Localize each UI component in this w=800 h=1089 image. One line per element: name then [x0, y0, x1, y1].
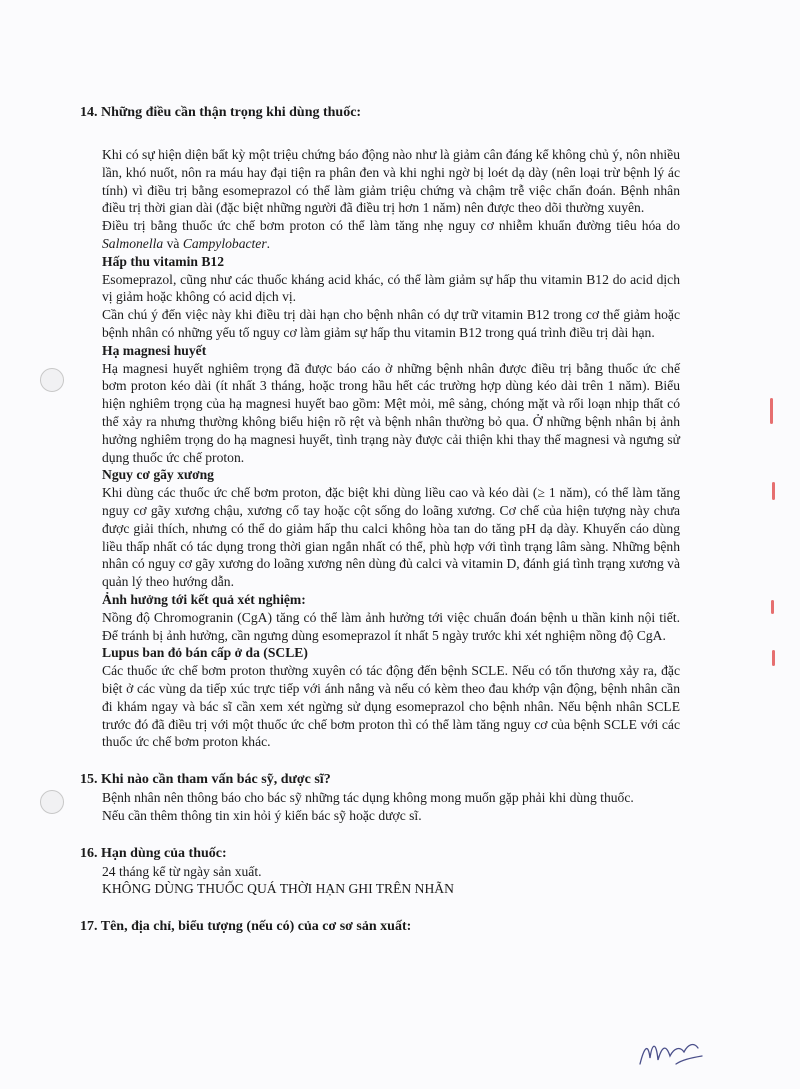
b12-paragraph-1: Esomeprazol, cũng như các thuốc kháng acid khác, có thể làm giảm sự hấp thu vitamin B12 do acid dịch vị giảm hoặc không có acid dịch vị. [102, 271, 680, 305]
fracture-paragraph: Khi dùng các thuốc ức chế bơm proton, đặc biệt khi dùng liều cao và kéo dài (≥ 1 năm), có thể làm tăng nguy cơ gãy xương chậu, xương cổ tay hoặc cột sống do loãng xương. Cơ chế của hiện tượng này chưa được giải thích, nhưng có thể do giảm hấp thu calci không hòa tan do tăng pH dạ dày. Khuyến cáo dùng liều thấp nhất có tác dụng trong thời gian ngắn nhất có thể, phù hợp với tình trạng lâm sàng. Những bệnh nhân có nguy cơ gãy xương do loãng xương nên dùng đủ calci và vitamin D, đánh giá tình trạng xương và quản lý theo hướng dẫn. [102, 485, 680, 590]
magnesium-subheading: Hạ magnesi huyết [102, 342, 207, 358]
signature-mark [636, 1034, 706, 1070]
precaution-paragraph: Khi có sự hiện diện bất kỳ một triệu chứng báo động nào như là giảm cân đáng kể không chủ ý, nôn nhiều lần, khó nuốt, nôn ra máu hay đại tiện ra phân đen và khi nghi ngờ bị loét dạ dày (nên loại trừ bệnh lý ác tính) vì điều trị bằng esomeprazol có thể làm giảm triệu chứng và chậm trễ việc chẩn đoán. Bệnh nhân điều trị thời gian dài (đặc biệt những người đã điều trị hơn 1 năm) nên được theo dõi thường xuyên. [102, 147, 680, 216]
section-16 [80, 845, 680, 899]
shelf-life-text: 24 tháng kể từ ngày sản xuất. [102, 863, 262, 879]
b12-paragraph-2: Cần chú ý đến việc này khi điều trị dài hạn cho bệnh nhân có dự trữ vitamin B12 trong cơ thể giảm hoặc bệnh nhân có những yếu tố nguy cơ làm giảm sự hấp thu vitamin B12 trong quá trình điều trị dài hạn. [102, 307, 680, 340]
salmonella-term: Salmonella [102, 235, 164, 251]
margin-mark [772, 482, 775, 500]
margin-mark [770, 398, 773, 424]
infection-risk-paragraph [102, 217, 680, 253]
conjunction: và [163, 235, 183, 251]
punch-hole-bottom [40, 790, 64, 814]
section-14-body [102, 146, 680, 751]
scle-subheading: Lupus ban đỏ bán cấp ở da (SCLE) [102, 645, 308, 661]
campylobacter-term: Campylobacter [182, 235, 267, 251]
section-15-heading: 15. Khi nào cần tham vấn bác sỹ, dược sĩ? [80, 772, 331, 788]
section-16-heading: 16. Hạn dùng của thuốc: [80, 845, 227, 861]
expiry-warning: KHÔNG DÙNG THUỐC QUÁ THỜI HẠN GHI TRÊN NHÃN [102, 881, 454, 897]
lab-test-subheading: Ảnh hưởng tới kết quả xét nghiệm: [102, 591, 306, 607]
period: . [266, 235, 271, 251]
margin-mark [772, 650, 775, 666]
section-14 [80, 104, 680, 122]
b12-subheading: Hấp thu vitamin B12 [102, 253, 224, 269]
fracture-subheading: Nguy cơ gãy xương [102, 467, 214, 483]
scle-paragraph: Các thuốc ức chế bơm proton thường xuyên có tác động đến bệnh SCLE. Nếu có tổn thương xảy ra, đặc biệt ở các vùng da tiếp xúc trực tiếp với ánh nắng và nếu có kèm theo đau khớp vận động, bệnh nhân cần đi khám ngay và bác sĩ cần xem xét ngừng sử dụng esomeprazol cho bệnh nhân. Nếu bệnh nhân SCLE trước đó đã điều trị với một thuốc ức chế bơm proton thì có thể làm tăng nguy cơ của bệnh SCLE với các thuốc ức chế bơm proton khác. [102, 663, 680, 750]
punch-hole-top [40, 368, 64, 392]
section-15-paragraph-2: Nếu cần thêm thông tin xin hỏi ý kiến bác sỹ hoặc dược sĩ. [102, 807, 422, 823]
document-content [80, 104, 680, 936]
lab-test-paragraph: Nồng độ Chromogranin (CgA) tăng có thể làm ảnh hưởng tới việc chuẩn đoán bệnh u thần kinh nội tiết. Để tránh bị ảnh hưởng, cần ngưng dùng esomeprazol ít nhất 5 ngày trước khi xét nghiệm nồng độ CgA. [102, 609, 680, 643]
section-14-heading: 14. Những điều cần thận trọng khi dùng thuốc: [80, 105, 362, 120]
section-15 [80, 771, 680, 825]
section-17 [80, 918, 680, 936]
section-15-paragraph-1: Bệnh nhân nên thông báo cho bác sỹ những tác dụng không mong muốn gặp phải khi dùng thuốc. [102, 790, 634, 806]
magnesium-paragraph: Hạ magnesi huyết nghiêm trọng đã được báo cáo ở những bệnh nhân được điều trị bằng thuốc ức chế bơm proton kéo dài (ít nhất 3 tháng, hoặc trong hầu hết các trường hợp dùng kéo dài trên 1 năm). Biểu hiện nghiêm trọng của hạ magnesi huyết bao gồm: Mệt mỏi, mê sảng, chóng mặt và rối loạn nhịp thất có thể xảy ra nhưng thường không biểu hiện rõ rệt và bệnh nhân thường bỏ qua. Ở những bệnh nhân bị ảnh hưởng nghiêm trọng do hạ magnesi huyết, tình trạng này được cải thiện khi thay thế magnesi và ngưng sử dụng thuốc ức chế proton. [102, 360, 680, 465]
margin-mark [771, 600, 774, 614]
section-17-heading: 17. Tên, địa chỉ, biểu tượng (nếu có) của cơ sơ sản xuất: [80, 919, 412, 935]
infection-risk-text: Điều trị bằng thuốc ức chế bơm proton có thể làm tăng nhẹ nguy cơ nhiễm khuẩn đường tiêu hóa do [102, 218, 680, 234]
